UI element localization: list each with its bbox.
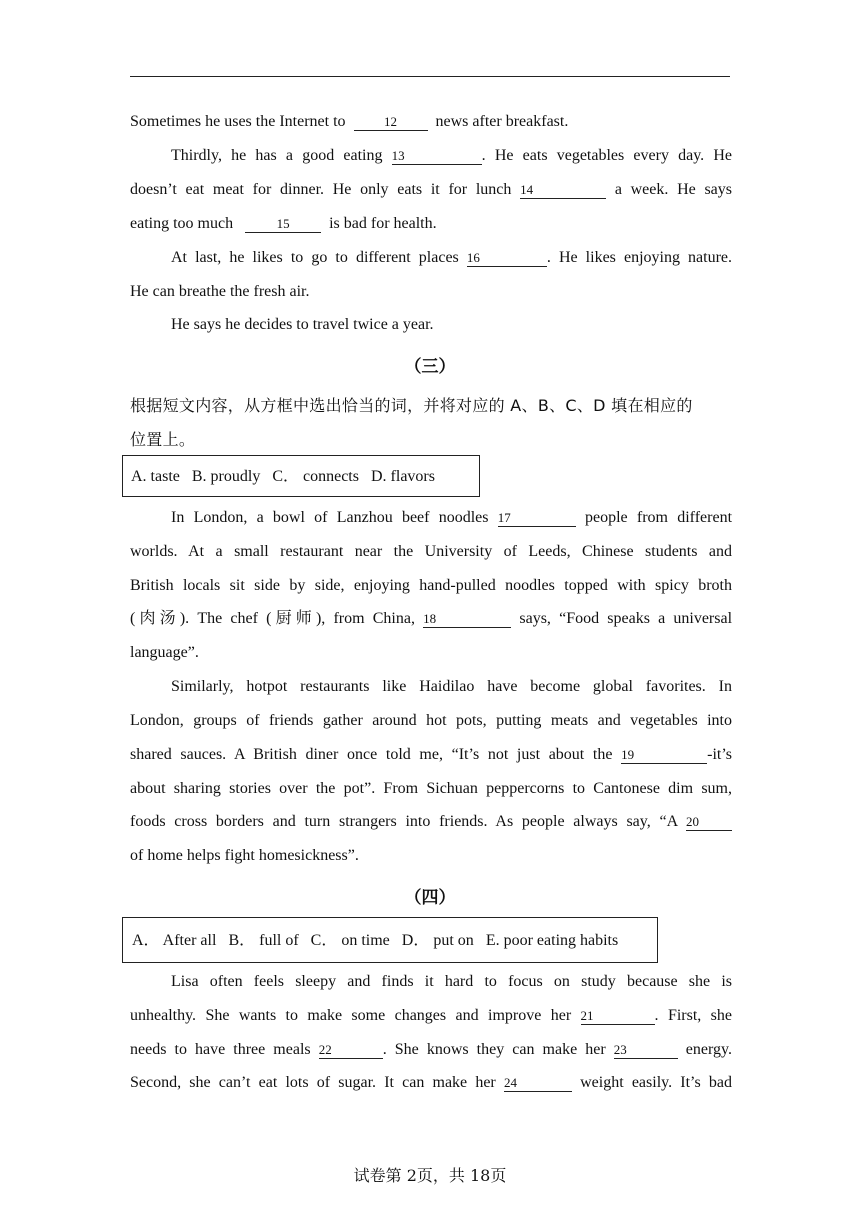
- para-line: London, groups of friends gather around hot pots, putting meats and vegetables into: [130, 712, 732, 729]
- para-line: unhealthy. She wants to make some changes and improve her 21 . First, she: [130, 1007, 732, 1024]
- answer-blank-14[interactable]: 14: [520, 183, 606, 199]
- instruction-text: 根据短文内容，从方框中选出恰当的词，并将对应的 A、B、C、D 填在相应的: [130, 396, 693, 415]
- para-line: British locals sit side by side, enjoying hand-pulled noodles topped with spicy broth: [130, 577, 732, 594]
- option: D． put on: [401, 932, 474, 949]
- answer-blank-20[interactable]: 20: [686, 815, 732, 831]
- answer-blank-12[interactable]: 12: [354, 115, 428, 131]
- section-title-4: （四）: [404, 888, 456, 908]
- para-line: He can breathe the fresh air.: [130, 283, 310, 300]
- para-line: language”.: [130, 644, 199, 661]
- para-line: (肉汤). The chef (厨师), from China, 18 says, “Food speaks a universal: [130, 610, 733, 627]
- para-line: foods cross borders and turn strangers into friends. As people always say, “A 20: [130, 812, 732, 832]
- word-bank-box-3: [122, 455, 480, 497]
- para-line: shared sauces. A British diner once told me, “It’s not just about the 19 -it’s: [130, 746, 732, 763]
- para-line: Similarly, hotpot restaurants like Haidilao have become global favorites. In: [171, 678, 732, 695]
- para-line: worlds. At a small restaurant near the University of Leeds, Chinese students and: [130, 543, 732, 560]
- answer-blank-15[interactable]: 15: [245, 217, 321, 233]
- answer-blank-21[interactable]: 21: [581, 1009, 655, 1025]
- answer-blank-16[interactable]: 16: [467, 251, 547, 267]
- word-bank-box-4: [122, 917, 658, 963]
- para-line: of home helps fight homesickness”.: [130, 847, 359, 864]
- answer-blank-22[interactable]: 22: [319, 1043, 383, 1059]
- para-line: doesn’t eat meat for dinner. He only eats it for lunch 14 a week. He says: [130, 181, 733, 198]
- para-line: eating too much 15 is bad for health.: [130, 215, 437, 232]
- para-line: Lisa often feels sleepy and finds it hard to focus on study because she is: [171, 973, 732, 990]
- answer-blank-24[interactable]: 24: [504, 1076, 572, 1092]
- option: A. taste: [131, 468, 180, 485]
- para-line: At last, he likes to go to different places 16 . He likes enjoying nature.: [171, 249, 733, 266]
- para-line: needs to have three meals 22 . She knows they can make her 23 energy.: [130, 1041, 732, 1058]
- answer-blank-19[interactable]: 19: [621, 748, 707, 764]
- para-line: Second, she can’t eat lots of sugar. It can make her 24 weight easily. It’s bad: [130, 1074, 732, 1091]
- page-footer: 试卷第 2页，共 18页: [353, 1166, 507, 1185]
- para-line: about sharing stories over the pot”. From Sichuan peppercorns to Cantonese dim sum,: [130, 780, 732, 797]
- answer-blank-23[interactable]: 23: [614, 1043, 678, 1059]
- option: C． connects: [272, 468, 359, 485]
- option: D. flavors: [370, 468, 435, 485]
- header-rule: [130, 76, 730, 77]
- para-line: In London, a bowl of Lanzhou beef noodles 17 people from different: [171, 509, 733, 526]
- option: A． After all: [132, 932, 217, 949]
- answer-blank-13[interactable]: 13: [392, 149, 482, 165]
- para-line: He says he decides to travel twice a year.: [171, 316, 434, 333]
- option: E. poor eating habits: [485, 932, 619, 949]
- para-line: Sometimes he uses the Internet to 12 news after breakfast.: [130, 113, 569, 130]
- answer-blank-17[interactable]: 17: [498, 511, 576, 527]
- option: B． full of: [228, 932, 299, 949]
- section-title-3: （三）: [404, 357, 456, 377]
- answer-blank-18[interactable]: 18: [423, 612, 511, 628]
- instruction-text: 位置上。: [130, 430, 196, 449]
- option: C． on time: [310, 932, 390, 949]
- para-line: Thirdly, he has a good eating 13 . He eats vegetables every day. He: [171, 147, 733, 164]
- option: B. proudly: [191, 468, 261, 485]
